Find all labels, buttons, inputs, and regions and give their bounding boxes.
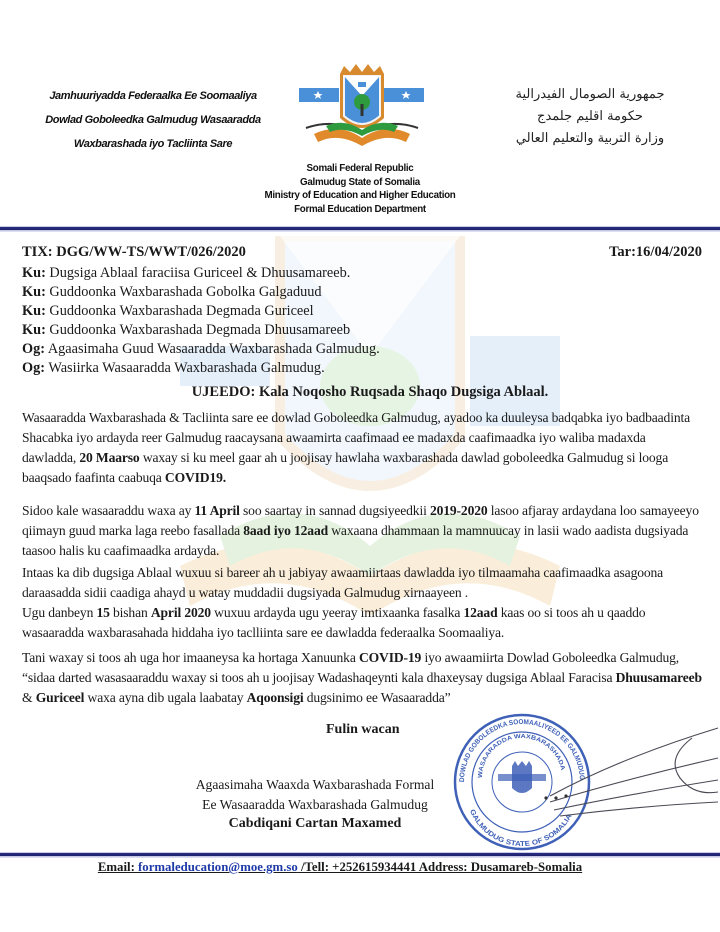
paragraph-run: Intaas ka dib dugsiga Ablaal wuxuu si bareer ah u jabiyay awaamiirtaas dawladda iyo tilmaamaha caafimaadka asagoona daraasadda sidii caadiga ahayd u watay muddadii dugsiyada Galmudug xirnaayeen . <box>22 565 664 600</box>
handwritten-signature <box>520 718 720 828</box>
paragraph-run: lasoo afjaray ardaydana loo samayeeyo qiimayn guud marka laga reebo fasallada <box>22 503 699 538</box>
paragraph-bold-run: Dhuusamareeb <box>615 670 702 685</box>
stamp-bottom-text: GALMUDUG STATE OF SOMALIA <box>468 808 574 849</box>
footer-email-link[interactable]: formaleducation@moe.gm.so <box>138 860 298 874</box>
paragraph-run: Sidoo kale wasaaraddu waxa ay <box>22 503 195 518</box>
paragraph-run: dugsinimo ee Wasaaradda” <box>303 690 451 705</box>
header-arabic-line: حكومة اقليم جلمدج <box>537 109 643 124</box>
recipient-line <box>22 340 380 359</box>
paragraph-bold-run: 15 <box>96 605 110 620</box>
recipient-prefix: Ku: <box>22 265 46 281</box>
recipient-text: Guddoonka Waxbarashada Degmada Dhuusamareeb <box>49 322 351 338</box>
paragraph-bold-run: 20 Maarso <box>79 450 140 465</box>
header-english-line: Galmudug State of Somalia <box>300 176 420 188</box>
signatory-title: Agaasimaha Waaxda Waxbarashada Formal <box>195 777 435 792</box>
signatory-title: Ee Wasaaradda Waxbarashada Galmudug <box>202 796 428 812</box>
header-somali <box>22 84 284 156</box>
paragraph-bold-run: 11 April <box>194 503 240 518</box>
letter-subject: UJEEDO: Kala Noqosho Ruqsada Shaqo Dugsiga Ablaal. <box>191 384 549 400</box>
recipient-text: Guddoonka Waxbarashada Gobolka Galgaduud <box>49 284 322 300</box>
paragraph-run: & <box>22 690 36 705</box>
reference-number: TIX: DGG/WW-TS/WWT/026/2020 <box>22 244 246 260</box>
header-somali-line: Dowlad Goboleedka Galmudug Wasaaradda <box>45 114 261 126</box>
header-divider <box>0 226 720 232</box>
recipient-line <box>22 321 380 340</box>
recipient-prefix: Ku: <box>22 284 46 300</box>
body-paragraph <box>22 563 702 643</box>
body-paragraph <box>22 501 702 561</box>
paragraph-bold-run: Aqoonsigi <box>246 690 304 705</box>
footer-email-label: Email: <box>97 860 139 874</box>
paragraph-run: iyo awaamiirta Dowlad Goboleedka Galmudug, “sidaa darted wasasaaraddu waxay si toos ah u joojisay Wadashaqeynti kala dhaxeysay dugsiga Ablaal Faracisa <box>22 650 680 685</box>
header-english-line: Formal Education Department <box>294 203 426 215</box>
header-english <box>240 162 480 216</box>
recipient-line <box>22 264 380 283</box>
recipient-prefix: Og: <box>22 360 46 376</box>
body-paragraph <box>22 648 702 708</box>
signature-block <box>190 775 440 834</box>
paragraph-bold-run: COVID-19 <box>358 650 422 665</box>
recipient-prefix: Og: <box>22 341 46 357</box>
paragraph-bold-run: COVID19. <box>164 470 227 485</box>
closing-phrase: Fulin wacan <box>326 722 400 737</box>
header-english-line: Ministry of Education and Higher Education <box>264 190 456 201</box>
header-arabic <box>480 84 700 150</box>
header-arabic-line: جمهورية الصومال الفيدرالية <box>515 87 665 102</box>
footer-contact <box>0 860 720 875</box>
stamp-outer-text: DOWLAD GOBOLEEDKA SOOMAALIYEED EE GALMUDUG <box>458 718 586 783</box>
paragraph-bold-run: Guriceel <box>35 690 85 705</box>
paragraph-bold-run: 12aad <box>463 605 498 620</box>
paragraph-bold-run: 2019-2020 <box>429 503 488 518</box>
header-somali-line: Jamhuuriyadda Federaalka Ee Soomaaliya <box>49 90 257 102</box>
paragraph-run: waxaana dhammaan la mamnuucay in lasii wado aadista dugsiyada taasoo halis ku caafimaadka ardayda. <box>22 523 689 558</box>
footer-phone-address: /Tell: +252615934441 Address: Dusamareb-Somalia <box>297 860 583 874</box>
header-somali-line: Waxbarashada iyo Tacliinta Sare <box>73 138 233 150</box>
paragraph-bold-run: 8aad iyo 12aad <box>243 523 329 538</box>
coat-of-arms-emblem <box>294 60 429 160</box>
recipient-text: Wasiirka Wasaaradda Waxbarashada Galmudug. <box>48 360 325 376</box>
paragraph-run: kaas oo si toos ah u qaaddo wasaaradda waxbarasahada hiddaha iyo taclliinta sare ee dawladda federaalka Soomaaliya. <box>22 605 646 640</box>
recipient-text: Guddoonka Waxbarashada Degmada Guriceel <box>49 303 314 319</box>
paragraph-run: bishan <box>109 605 151 620</box>
paragraph-run: soo saartay in sannad dugsiyeedkii <box>239 503 430 518</box>
recipients-list <box>22 264 380 378</box>
footer-divider <box>0 852 720 858</box>
recipient-line <box>22 283 380 302</box>
paragraph-run: Tani waxay si toos ah uga hor imaaneysa ka hortaga Xanuunka <box>22 650 359 665</box>
recipient-prefix: Ku: <box>22 322 46 338</box>
recipient-prefix: Ku: <box>22 303 46 319</box>
recipient-line <box>22 359 380 378</box>
paragraph-run: Wasaaradda Waxbarashada & Tacliinta sare ee dowlad Goboleedka Galmudug, ayadoo ka duuleysa badqabka iyo badbaadinta Shacabka iyo ardayda reer Galmudug raacaysana awaamirta caafimaad ee madaxda caafimaadka iyo waliba madaxda dawladda, <box>22 410 690 465</box>
paragraph-run: waxay si ku meel gaar ah u joojisay hawlaha waxbarashada dawlad goboleedka Galmudug si looga baaqsado faafinta caabuqa <box>22 450 669 485</box>
stamp-inner-text: WASAARADDA WAXBARASHADA <box>477 733 566 779</box>
body-paragraph <box>22 408 702 488</box>
recipient-line <box>22 302 380 321</box>
paragraph-run: waxa ayna dib ugala laabatay <box>84 690 247 705</box>
header-arabic-line: وزارة التربية والتعليم العالي <box>515 131 665 146</box>
paragraph-bold-run: April 2020 <box>150 605 211 620</box>
paragraph-run: wuxuu ardayda ugu yeeray imtixaanka fasalka <box>210 605 464 620</box>
letter-date: Tar:16/04/2020 <box>609 244 702 260</box>
paragraph-run: Ugu danbeyn <box>22 605 97 620</box>
recipient-text: Dugsiga Ablaal faraciisa Guriceel & Dhuusamareeb. <box>49 265 351 281</box>
signatory-name: Cabdiqani Cartan Maxamed <box>228 816 402 831</box>
recipient-text: Agaasimaha Guud Wasaaradda Waxbarashada Galmudug. <box>47 341 380 357</box>
header-english-line: Somali Federal Republic <box>306 163 414 174</box>
